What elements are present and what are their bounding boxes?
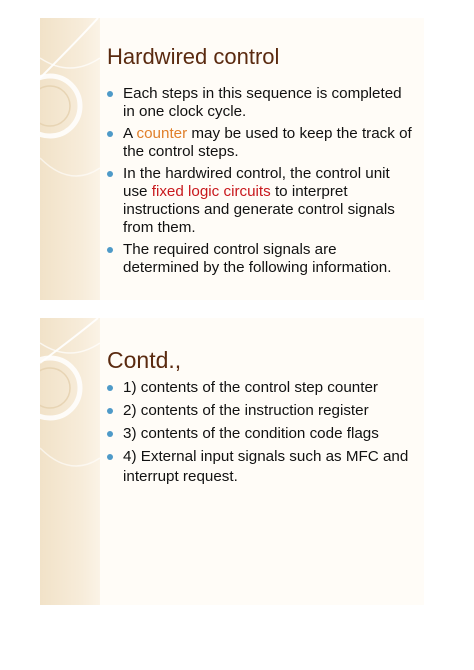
bullet-text: The required control signals are determined by the following information.	[123, 241, 392, 276]
decorative-circles-icon	[40, 18, 100, 300]
bullet-list	[107, 378, 414, 490]
bullet-text: may be used to keep the track of the control steps.	[123, 125, 412, 160]
slide-title: Contd.,	[107, 347, 182, 373]
bullet-text: 2) contents of the instruction register	[123, 402, 369, 419]
bullet-dot-icon	[107, 454, 113, 460]
bullet-dot-icon	[107, 385, 113, 391]
slide-contd	[40, 318, 424, 605]
bullet-dot-icon	[107, 408, 113, 414]
slide-hardwired-control	[40, 18, 424, 300]
bullet-text: to interpret instructions and generate control signals from them.	[123, 183, 395, 236]
slide-title: Hardwired control	[107, 44, 280, 69]
bullet-text: 3) contents of the condition code flags	[123, 425, 379, 442]
list-item	[107, 378, 414, 398]
bullet-dot-icon	[107, 131, 113, 137]
decorative-circles-icon	[40, 318, 100, 605]
list-item	[107, 401, 414, 421]
bullet-dot-icon	[107, 431, 113, 437]
bullet-text: Each steps in this sequence is completed in one clock cycle.	[123, 85, 402, 120]
bullet-text: A	[123, 125, 137, 142]
list-item	[107, 125, 414, 161]
bullet-dot-icon	[107, 171, 113, 177]
bullet-text: 4) External input signals such as MFC and interrupt request.	[123, 448, 409, 485]
bullet-list	[107, 85, 414, 281]
list-item	[107, 165, 414, 237]
list-item	[107, 241, 414, 277]
highlight-fixed-logic: fixed logic circuits	[151, 183, 271, 200]
bullet-dot-icon	[107, 91, 113, 97]
list-item	[107, 447, 414, 487]
decorative-sidebar	[40, 318, 100, 605]
bullet-text: In the hardwired control, the control unit use	[123, 165, 390, 200]
bullet-text: 1) contents of the control step counter	[123, 379, 378, 396]
list-item	[107, 85, 414, 121]
highlight-counter: counter	[136, 125, 188, 142]
bullet-dot-icon	[107, 247, 113, 253]
decorative-sidebar	[40, 18, 100, 300]
list-item	[107, 424, 414, 444]
